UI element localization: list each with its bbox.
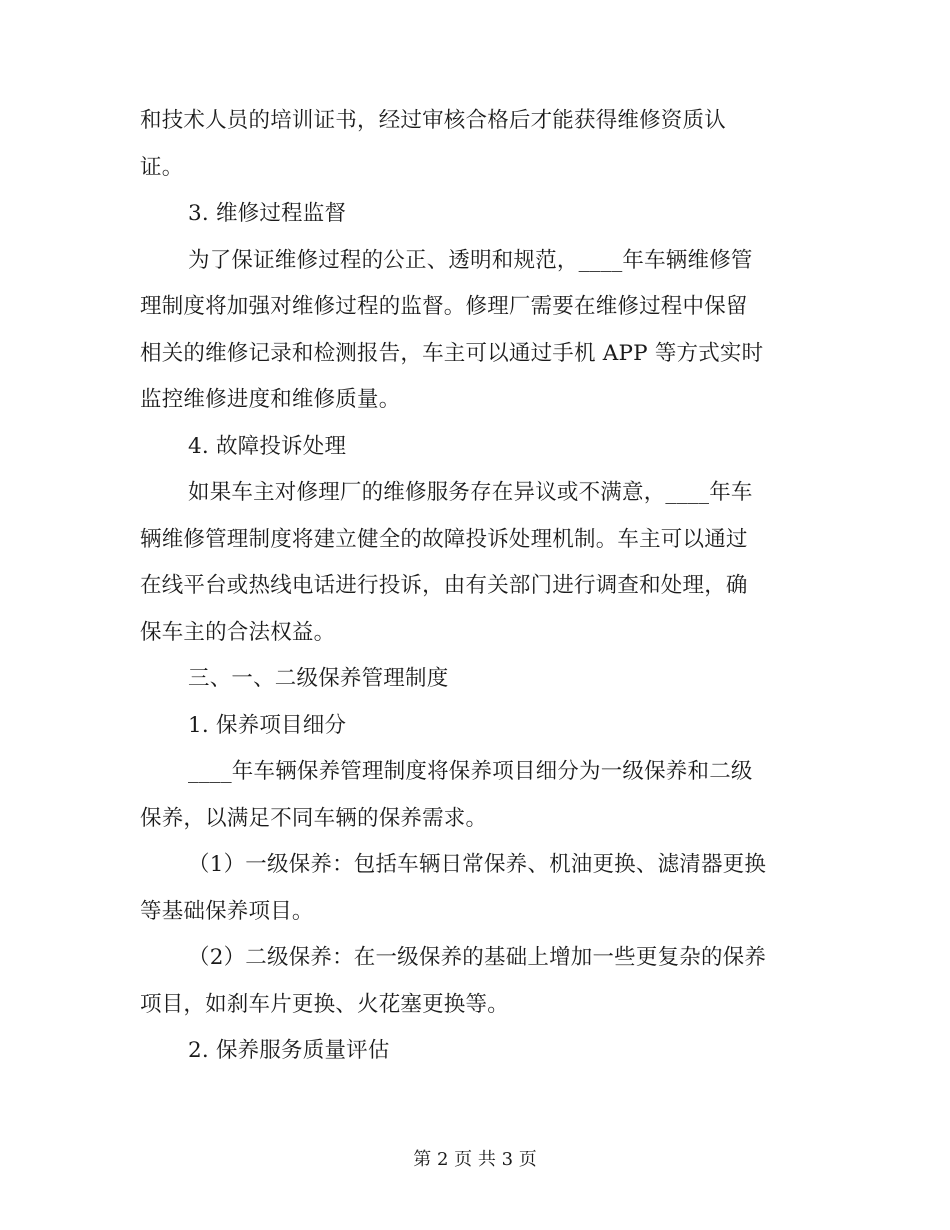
document-body [140,98,812,1075]
text-line: 和技术人员的培训证书，经过审核合格后才能获得维修资质认 [140,108,726,133]
text-line: 辆维修管理制度将建立健全的故障投诉处理机制。车主可以通过 [140,526,748,552]
list-item: （2）二级保养：在一级保养的基础上增加一些更复杂的保养 [188,945,767,970]
text-line: 证。 [140,154,184,180]
text-line: 保养，以满足不同车辆的保养需求。 [140,805,488,831]
section-heading: 4. 故障投诉处理 [188,433,347,459]
chapter-heading: 三、一、二级保养管理制度 [188,666,449,691]
text-line: 理制度将加强对维修过程的监督。修理厂需要在维修过程中保留 [140,294,748,319]
list-item: （1）一级保养：包括车辆日常保养、机油更换、滤清器更换 [188,852,767,877]
text-line: 保车主的合法权益。 [140,619,336,645]
text-line: 项目，如刹车片更换、火花塞更换等。 [140,991,509,1017]
text-line: 相关的维修记录和检测报告，车主可以通过手机 APP 等方式实时 [140,340,764,366]
page-footer: 第 2 页 共 3 页 [413,1149,537,1170]
section-heading: 3. 维修过程监督 [188,201,347,226]
text-line: 等基础保养项目。 [140,898,314,924]
section-heading: 2. 保养服务质量评估 [188,1038,390,1063]
text-line: 在线平台或热线电话进行投诉，由有关部门进行调查和处理，确 [140,573,748,598]
text-line: 为了保证维修过程的公正、透明和规范，____年车辆维修管 [188,247,753,273]
section-heading: 1. 保养项目细分 [188,712,347,738]
text-line: 如果车主对修理厂的维修服务存在异议或不满意，____年车 [188,480,753,505]
text-line: 监控维修进度和维修质量。 [140,387,401,412]
text-line: ____年车辆保养管理制度将保养项目细分为一级保养和二级 [188,759,753,784]
